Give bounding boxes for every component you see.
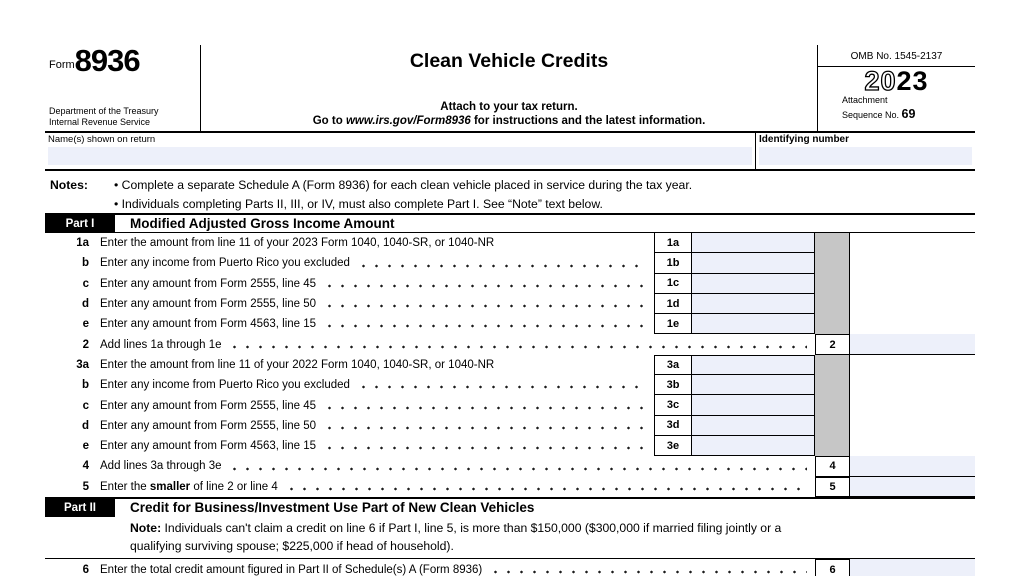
- table-row: [45, 314, 975, 334]
- shaded-column: [815, 253, 850, 273]
- spacer: [850, 274, 975, 294]
- attach-instruction: Attach to your tax return.: [440, 101, 578, 113]
- line-number: d: [81, 419, 89, 432]
- line-label-box: 3e: [654, 436, 692, 456]
- spacer: [850, 253, 975, 273]
- row-description: [100, 440, 316, 452]
- row-description: [100, 318, 316, 330]
- goto-suffix: for instructions and the latest information.: [470, 115, 706, 127]
- note-item-text: Individuals completing Parts II, III, or IV, must also complete Part I. See “Note” text below.: [121, 196, 603, 211]
- goto-prefix: Go to: [312, 115, 346, 127]
- desc-pre: Enter any amount from Form 2555, line 45: [100, 399, 317, 412]
- part1-table: [45, 233, 975, 497]
- amount-field[interactable]: [850, 477, 975, 497]
- row-right-inner: [654, 355, 975, 375]
- table-row: [45, 436, 975, 456]
- dotted-leader: [355, 385, 646, 389]
- desc-pre: Enter the total credit amount figured in Part II of Schedule(s) A (Form 8936): [100, 563, 483, 576]
- spacer: [850, 294, 975, 314]
- row-description: [100, 400, 316, 412]
- desc-pre: Enter the amount from line 11 of your 2022 Form 1040, 1040-SR, or 1040-NR: [100, 358, 495, 371]
- spacer: [850, 436, 975, 456]
- desc-pre: Enter any amount from Form 2555, line 45: [100, 277, 317, 290]
- dotted-leader: [321, 406, 646, 410]
- form-number: 8936: [74, 43, 140, 78]
- row-right-inner: [654, 253, 975, 273]
- bullet: •: [114, 196, 119, 211]
- omb-year-block: [818, 45, 975, 131]
- notes-label: Notes:: [50, 178, 88, 192]
- row-right-outer: [815, 477, 975, 497]
- row-description: [100, 359, 494, 371]
- amount-field[interactable]: [692, 294, 815, 314]
- row-description: [100, 237, 494, 249]
- identifying-number-cell: [755, 133, 975, 169]
- row-right-inner: [654, 233, 975, 253]
- line-number: 6: [82, 563, 89, 576]
- line-label-box: 4: [815, 456, 850, 476]
- part2-table: [45, 558, 975, 576]
- dotted-leader: [321, 304, 646, 308]
- bullet: •: [114, 178, 119, 192]
- amount-field[interactable]: [692, 233, 815, 253]
- row-right-inner: [654, 395, 975, 415]
- row-description: [100, 460, 221, 472]
- shaded-column: [815, 233, 850, 253]
- goto-instruction: [207, 115, 811, 127]
- table-row: [45, 416, 975, 436]
- amount-field[interactable]: [850, 456, 975, 476]
- irs-url[interactable]: www.irs.gov/Form8936: [345, 115, 471, 127]
- row-right-inner: [654, 314, 975, 334]
- row-right-outer: [815, 456, 975, 476]
- amount-field[interactable]: [692, 314, 815, 334]
- amount-field[interactable]: [692, 436, 815, 456]
- line-number: c: [82, 399, 89, 412]
- row-right-inner: [654, 375, 975, 395]
- line-number: 1a: [76, 237, 89, 250]
- part1-title: Modified Adjusted Gross Income Amount: [130, 216, 395, 231]
- note-item-text: Complete a separate Schedule A (Form 8936) for each clean vehicle placed in service during the tax year.: [121, 178, 693, 192]
- year-outline: 20: [864, 66, 897, 96]
- row-description: [100, 298, 316, 310]
- dotted-leader: [226, 467, 807, 471]
- spacer: [850, 416, 975, 436]
- row-right-inner: [654, 416, 975, 436]
- amount-field[interactable]: [850, 559, 975, 576]
- shaded-column: [815, 294, 850, 314]
- line-number: b: [81, 379, 89, 392]
- desc-pre: Enter the amount from line 11 of your 2023 Form 1040, 1040-SR, or 1040-NR: [100, 237, 495, 250]
- row-description: [100, 379, 350, 391]
- dotted-leader: [321, 324, 646, 328]
- spacer: [850, 375, 975, 395]
- spacer: [850, 395, 975, 415]
- part2-badge: Part II: [45, 499, 115, 517]
- form-header: [45, 45, 975, 133]
- row-description: [100, 564, 482, 576]
- dotted-leader: [321, 284, 646, 288]
- sequence-label: Sequence No.: [842, 109, 902, 120]
- amount-field[interactable]: [692, 274, 815, 294]
- line-number: 2: [82, 338, 89, 351]
- dotted-leader: [487, 570, 807, 574]
- line-label-box: 3d: [654, 416, 692, 436]
- desc-pre: Enter any amount from Form 4563, line 15: [100, 440, 317, 453]
- omb-number: OMB No. 1545-2137: [818, 45, 975, 67]
- dotted-leader: [499, 365, 646, 369]
- row-right-inner: [654, 274, 975, 294]
- note-item: [114, 176, 692, 195]
- note-text-line1: Individuals can't claim a credit on line 6 if Part I, line 5, is more than $150,000 ($300,000 if married filing jointly or a: [161, 520, 782, 535]
- shaded-column: [815, 395, 850, 415]
- part1-badge: Part I: [45, 215, 115, 232]
- identifying-number-label: Identifying number: [759, 134, 849, 145]
- shaded-column: [815, 416, 850, 436]
- form-id-block: [45, 45, 200, 131]
- amount-field[interactable]: [692, 395, 815, 415]
- dotted-leader: [226, 345, 807, 349]
- line-label-box: 3a: [654, 355, 692, 375]
- form-title: Clean Vehicle Credits: [409, 50, 609, 72]
- identifying-number-input[interactable]: [759, 147, 972, 165]
- attachment-sequence: [818, 95, 975, 122]
- table-row: [45, 334, 975, 354]
- desc-pre: Enter the: [100, 480, 150, 493]
- line-label-box: 1e: [654, 314, 692, 334]
- shaded-column: [815, 274, 850, 294]
- table-row: [45, 456, 975, 476]
- table-row: [45, 477, 975, 497]
- amount-field[interactable]: [692, 253, 815, 273]
- table-row: [45, 274, 975, 294]
- name-cell: [45, 133, 755, 169]
- desc-pre: Enter any amount from Form 2555, line 50: [100, 298, 317, 311]
- attachment-label: Attachment: [842, 95, 888, 106]
- line-number: e: [82, 318, 89, 331]
- row-description: [100, 339, 221, 351]
- amount-field[interactable]: [850, 334, 975, 354]
- line-label-box: 2: [815, 334, 850, 354]
- form-title-block: [200, 45, 818, 131]
- line-label-box: 1b: [654, 253, 692, 273]
- desc-pre: Enter any amount from Form 2555, line 50: [100, 419, 317, 432]
- tax-year: [818, 67, 975, 95]
- line-label-box: 1a: [654, 233, 692, 253]
- line-label-box: 1d: [654, 294, 692, 314]
- line-label-box: 1c: [654, 274, 692, 294]
- part1-header: [45, 213, 975, 233]
- line-label-box: 5: [815, 477, 850, 497]
- shaded-column: [815, 355, 850, 375]
- dotted-leader: [499, 243, 646, 247]
- line-number: e: [82, 440, 89, 453]
- row-right-outer: [815, 334, 975, 354]
- table-row: [45, 559, 975, 576]
- desc-pre: Enter any income from Puerto Rico you excluded: [100, 379, 350, 392]
- table-row: [45, 253, 975, 273]
- name-label: Name(s) shown on return: [48, 134, 156, 145]
- row-description: [100, 420, 316, 432]
- dotted-leader: [321, 426, 646, 430]
- note-label: Note:: [130, 520, 162, 535]
- table-row: [45, 233, 975, 253]
- dotted-leader: [355, 264, 646, 268]
- sequence-number: 69: [901, 106, 916, 121]
- row-description: [100, 257, 350, 269]
- table-row: [45, 294, 975, 314]
- agency-block: [49, 106, 198, 128]
- amount-field[interactable]: [692, 416, 815, 436]
- desc-pre: Add lines 1a through 1e: [100, 338, 222, 351]
- row-right-inner: [654, 294, 975, 314]
- note-text-line2: qualifying surviving spouse; $225,000 if head of household).: [130, 539, 454, 554]
- shaded-column: [815, 436, 850, 456]
- line-number: c: [82, 277, 89, 290]
- name-input[interactable]: [48, 147, 752, 165]
- row-description: [100, 278, 316, 290]
- part2-note: [130, 519, 975, 556]
- desc-pre: Enter any income from Puerto Rico you excluded: [100, 257, 350, 270]
- notes-items: [114, 176, 692, 213]
- dotted-leader: [283, 487, 807, 491]
- dotted-leader: [321, 446, 646, 450]
- desc-pre: Add lines 3a through 3e: [100, 460, 222, 473]
- notes-section: [45, 171, 975, 213]
- row-right-inner: [654, 436, 975, 456]
- spacer: [850, 233, 975, 253]
- line-number: d: [81, 298, 89, 311]
- identity-row: [45, 133, 975, 171]
- year-bold: 23: [896, 66, 929, 96]
- part2-header: [45, 497, 975, 517]
- note-item: [114, 195, 692, 214]
- shaded-column: [815, 314, 850, 334]
- row-description: [100, 481, 278, 493]
- amount-field[interactable]: [692, 375, 815, 395]
- agency-line1: Department of the Treasury: [49, 106, 159, 117]
- line-label-box: 6: [815, 559, 850, 576]
- form-word: Form: [49, 58, 75, 71]
- line-number: 5: [82, 480, 89, 493]
- line-number: 4: [82, 460, 89, 473]
- shaded-column: [815, 375, 850, 395]
- desc-post: of line 2 or line 4: [190, 480, 278, 493]
- desc-bold: smaller: [149, 480, 191, 493]
- table-row: [45, 355, 975, 375]
- line-label-box: 3c: [654, 395, 692, 415]
- line-number: b: [81, 257, 89, 270]
- table-row: [45, 395, 975, 415]
- agency-line2: Internal Revenue Service: [49, 117, 151, 128]
- amount-field[interactable]: [692, 355, 815, 375]
- part2-title: Credit for Business/Investment Use Part of New Clean Vehicles: [130, 500, 535, 516]
- spacer: [850, 355, 975, 375]
- desc-pre: Enter any amount from Form 4563, line 15: [100, 318, 317, 331]
- row-right-outer: [815, 559, 975, 576]
- line-label-box: 3b: [654, 375, 692, 395]
- table-row: [45, 375, 975, 395]
- line-number: 3a: [76, 358, 89, 371]
- spacer: [850, 314, 975, 334]
